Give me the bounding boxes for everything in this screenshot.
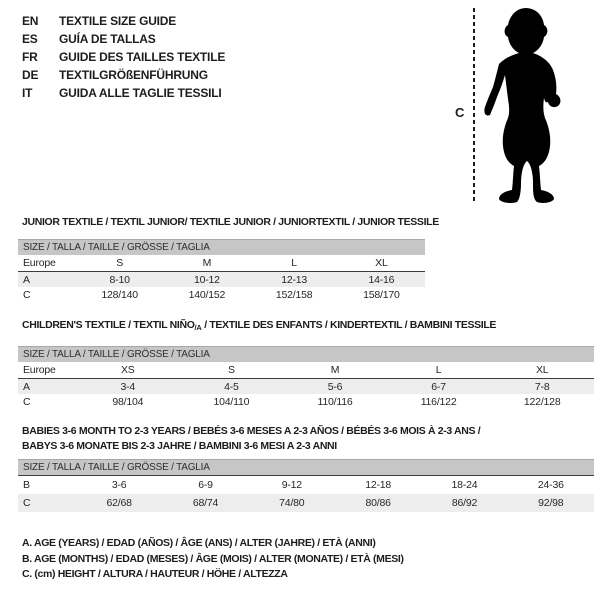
table-cell: C: [23, 395, 31, 408]
language-list: [22, 12, 225, 102]
table-cell: Europe: [18, 255, 76, 272]
table-cell: 116/122: [420, 395, 457, 408]
language-code: EN: [22, 14, 39, 28]
language-code: FR: [22, 50, 38, 64]
table-cell: A: [23, 273, 30, 286]
junior-size-header: SIZE / TALLA / TAILLE / GRÖSSE / TAGLIA: [18, 239, 425, 255]
table-cell: 122/128: [523, 395, 561, 408]
table-cell: 12-13: [281, 273, 308, 286]
table-cell: A: [23, 380, 30, 393]
height-measure-line: [473, 8, 475, 204]
table-row: [18, 494, 594, 512]
table-cell: 9-12: [281, 479, 302, 491]
junior-table-title: JUNIOR TEXTILE / TEXTIL JUNIOR/ TEXTILE JUNIOR / JUNIORTEXTIL / JUNIOR TESSILE: [22, 216, 439, 228]
children-size-table: [18, 362, 594, 409]
table-cell: Europe: [18, 362, 76, 379]
table-cell: B: [23, 479, 30, 491]
table-cell: 80/86: [365, 497, 391, 509]
table-cell: 140/152: [188, 288, 226, 301]
table-row: [18, 379, 594, 395]
table-cell: 10-12: [193, 273, 220, 286]
table-cell: 6-9: [198, 479, 213, 491]
table-cell: 14-16: [368, 273, 395, 286]
babies-size-header: SIZE / TALLA / TAILLE / GRÖSSE / TAGLIA: [18, 459, 594, 475]
height-measure-label: C: [455, 105, 465, 120]
language-code: IT: [22, 86, 33, 100]
table-cell: XL: [338, 255, 425, 272]
legend-line-age-years: A. AGE (YEARS) / EDAD (AÑOS) / ÂGE (ANS) / ALTER (JAHRE) / ETÀ (ANNI): [22, 537, 376, 549]
table-cell: S: [76, 255, 163, 272]
table-cell: 68/74: [192, 497, 219, 509]
table-cell: M: [283, 362, 387, 379]
table-cell: C: [23, 288, 31, 301]
junior-size-table: [18, 255, 425, 302]
table-cell: S: [180, 362, 284, 379]
table-cell: 12-18: [365, 479, 392, 491]
table-row: [18, 476, 594, 495]
language-label: GUIDE DES TAILLES TEXTILE: [59, 50, 226, 64]
table-cell: 3-6: [111, 479, 127, 491]
table-cell: 8-10: [109, 273, 130, 286]
table-cell: 152/158: [275, 288, 313, 301]
table-cell: 7-8: [534, 380, 550, 393]
table-cell: 74/80: [279, 497, 305, 509]
children-title-rest: / TEXTILE DES ENFANTS / KINDERTEXTIL / BAMBINI TESSILE: [201, 319, 497, 331]
table-cell: XS: [76, 362, 180, 379]
children-section: [18, 319, 594, 409]
measurement-legend: [22, 536, 404, 583]
junior-section: [18, 216, 439, 302]
baby-silhouette-icon: [482, 6, 572, 206]
table-cell: M: [163, 255, 250, 272]
language-label: GUIDA ALLE TAGLIE TESSILI: [59, 86, 222, 100]
children-title-main: CHILDREN'S TEXTILE / TEXTIL NIÑO: [22, 319, 195, 331]
table-cell: 18-24: [451, 479, 478, 491]
children-title-subscript: /A: [194, 323, 202, 332]
babies-table-title: [18, 424, 594, 454]
table-cell: 158/170: [363, 288, 400, 301]
table-cell: L: [251, 255, 338, 272]
table-cell: 62/68: [106, 497, 132, 509]
babies-section: [18, 424, 594, 512]
table-cell: 128/140: [101, 288, 138, 301]
table-cell: 24-36: [537, 479, 564, 491]
language-row-de: [22, 66, 225, 84]
language-row-it: [22, 84, 225, 102]
language-code: DE: [22, 68, 39, 82]
table-cell: XL: [490, 362, 594, 379]
table-cell: 86/92: [451, 497, 478, 509]
table-cell: 104/110: [213, 395, 250, 408]
language-code: ES: [22, 32, 38, 46]
language-row-fr: [22, 48, 225, 66]
language-row-en: [22, 12, 225, 30]
language-label: GUÍA DE TALLAS: [59, 32, 156, 46]
babies-size-table: [18, 475, 594, 512]
table-row: [18, 272, 425, 288]
babies-title-line1: BABIES 3-6 MONTH TO 2-3 YEARS / BEBÉS 3-6 MESES A 2-3 AÑOS / BÉBÉS 3-6 MOIS À 2-3 ANS /: [22, 425, 481, 437]
table-cell: 6-7: [431, 380, 446, 393]
table-cell: C: [23, 497, 31, 509]
table-row: [18, 362, 594, 379]
language-label: TEXTILGRÖßENFÜHRUNG: [59, 68, 208, 82]
legend-line-age-months: B. AGE (MONTHS) / EDAD (MESES) / ÂGE (MOIS) / ALTER (MONATE) / ETÀ (MESI): [22, 552, 404, 565]
children-table-title: [18, 319, 594, 334]
children-size-header: SIZE / TALLA / TAILLE / GRÖSSE / TAGLIA: [18, 346, 594, 362]
table-row: [18, 394, 594, 409]
table-cell: 110/116: [317, 395, 353, 408]
legend-line-height: C. (cm) HEIGHT / ALTURA / HAUTEUR / HÖHE / ALTEZZA: [22, 568, 288, 580]
table-cell: L: [387, 362, 491, 379]
table-cell: 98/104: [112, 395, 144, 408]
table-cell: 92/98: [538, 497, 564, 509]
table-cell: 3-4: [120, 380, 136, 393]
table-row: [18, 287, 425, 302]
table-cell: 5-6: [327, 380, 343, 393]
table-row: [18, 255, 425, 272]
babies-title-line2: BABYS 3-6 MONATE BIS 2-3 JAHRE / BAMBINI 3-6 MESI A 2-3 ANNI: [22, 440, 337, 452]
language-row-es: [22, 30, 225, 48]
table-cell: 4-5: [224, 380, 239, 393]
language-label: TEXTILE SIZE GUIDE: [59, 14, 177, 28]
